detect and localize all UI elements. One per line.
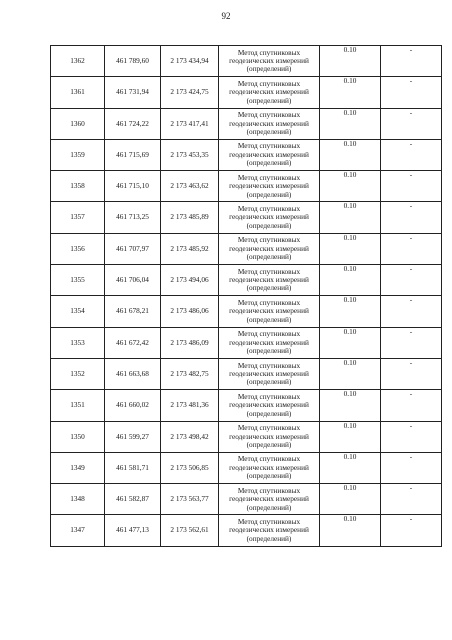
y-coordinate-cell: 2 173 463,62 [161,171,219,202]
y-coordinate-cell: 2 173 424,75 [161,77,219,108]
y-coordinate-cell: 2 173 453,35 [161,139,219,170]
precision-cell: 0.10 [320,421,381,452]
table-row [51,233,442,264]
y-coordinate-cell: 2 173 506,85 [161,452,219,483]
precision-cell: 0.10 [320,77,381,108]
description-cell: - [381,358,442,389]
table-row [51,171,442,202]
point-number-cell: 1347 [51,515,105,546]
method-cell: Метод спутниковых геодезических измерений (определений) [219,421,320,452]
y-coordinate-cell: 2 173 498,42 [161,421,219,452]
x-coordinate-cell: 461 713,25 [105,202,161,233]
point-number-cell: 1351 [51,390,105,421]
precision-cell: 0.10 [320,46,381,77]
description-cell: - [381,233,442,264]
point-number-cell: 1360 [51,108,105,139]
x-coordinate-cell: 461 678,21 [105,296,161,327]
table-row [51,327,442,358]
method-cell: Метод спутниковых геодезических измерений (определений) [219,139,320,170]
precision-cell: 0.10 [320,108,381,139]
table-row [51,139,442,170]
method-cell: Метод спутниковых геодезических измерений (определений) [219,484,320,515]
y-coordinate-cell: 2 173 485,89 [161,202,219,233]
table-row [51,515,442,546]
precision-cell: 0.10 [320,515,381,546]
y-coordinate-cell: 2 173 417,41 [161,108,219,139]
point-number-cell: 1350 [51,421,105,452]
description-cell: - [381,77,442,108]
precision-cell: 0.10 [320,452,381,483]
y-coordinate-cell: 2 173 562,61 [161,515,219,546]
point-number-cell: 1349 [51,452,105,483]
x-coordinate-cell: 461 663,68 [105,358,161,389]
x-coordinate-cell: 461 599,27 [105,421,161,452]
x-coordinate-cell: 461 660,02 [105,390,161,421]
point-number-cell: 1361 [51,77,105,108]
y-coordinate-cell: 2 173 485,92 [161,233,219,264]
precision-cell: 0.10 [320,390,381,421]
method-cell: Метод спутниковых геодезических измерений (определений) [219,202,320,233]
point-number-cell: 1353 [51,327,105,358]
point-number-cell: 1355 [51,265,105,296]
x-coordinate-cell: 461 581,71 [105,452,161,483]
x-coordinate-cell: 461 715,10 [105,171,161,202]
precision-cell: 0.10 [320,358,381,389]
table-row [51,421,442,452]
table-row [51,77,442,108]
point-number-cell: 1348 [51,484,105,515]
description-cell: - [381,327,442,358]
x-coordinate-cell: 461 707,97 [105,233,161,264]
table-row [51,296,442,327]
method-cell: Метод спутниковых геодезических измерений (определений) [219,46,320,77]
table-row [51,390,442,421]
table-row [51,202,442,233]
precision-cell: 0.10 [320,202,381,233]
table-row [51,108,442,139]
precision-cell: 0.10 [320,327,381,358]
x-coordinate-cell: 461 731,94 [105,77,161,108]
table-row [51,265,442,296]
precision-cell: 0.10 [320,484,381,515]
method-cell: Метод спутниковых геодезических измерений (определений) [219,77,320,108]
description-cell: - [381,265,442,296]
coordinates-table-body [51,46,442,547]
table-row [51,452,442,483]
description-cell: - [381,484,442,515]
x-coordinate-cell: 461 672,42 [105,327,161,358]
x-coordinate-cell: 461 724,22 [105,108,161,139]
point-number-cell: 1357 [51,202,105,233]
method-cell: Метод спутниковых геодезических измерений (определений) [219,358,320,389]
table-row [51,358,442,389]
description-cell: - [381,421,442,452]
point-number-cell: 1359 [51,139,105,170]
x-coordinate-cell: 461 477,13 [105,515,161,546]
point-number-cell: 1356 [51,233,105,264]
point-number-cell: 1358 [51,171,105,202]
x-coordinate-cell: 461 789,60 [105,46,161,77]
method-cell: Метод спутниковых геодезических измерений (определений) [219,233,320,264]
page-number: 92 [221,11,231,21]
y-coordinate-cell: 2 173 481,36 [161,390,219,421]
point-number-cell: 1362 [51,46,105,77]
coordinates-table [50,45,442,547]
x-coordinate-cell: 461 582,87 [105,484,161,515]
y-coordinate-cell: 2 173 494,06 [161,265,219,296]
method-cell: Метод спутниковых геодезических измерений (определений) [219,108,320,139]
description-cell: - [381,46,442,77]
table-row [51,46,442,77]
precision-cell: 0.10 [320,296,381,327]
y-coordinate-cell: 2 173 486,09 [161,327,219,358]
y-coordinate-cell: 2 173 563,77 [161,484,219,515]
precision-cell: 0.10 [320,139,381,170]
description-cell: - [381,296,442,327]
description-cell: - [381,108,442,139]
method-cell: Метод спутниковых геодезических измерений (определений) [219,327,320,358]
method-cell: Метод спутниковых геодезических измерений (определений) [219,265,320,296]
point-number-cell: 1352 [51,358,105,389]
x-coordinate-cell: 461 715,69 [105,139,161,170]
precision-cell: 0.10 [320,171,381,202]
table-row [51,484,442,515]
method-cell: Метод спутниковых геодезических измерений (определений) [219,296,320,327]
method-cell: Метод спутниковых геодезических измерений (определений) [219,390,320,421]
description-cell: - [381,202,442,233]
description-cell: - [381,390,442,421]
precision-cell: 0.10 [320,233,381,264]
method-cell: Метод спутниковых геодезических измерений (определений) [219,171,320,202]
x-coordinate-cell: 461 706,04 [105,265,161,296]
y-coordinate-cell: 2 173 434,94 [161,46,219,77]
method-cell: Метод спутниковых геодезических измерений (определений) [219,515,320,546]
description-cell: - [381,452,442,483]
precision-cell: 0.10 [320,265,381,296]
description-cell: - [381,515,442,546]
point-number-cell: 1354 [51,296,105,327]
y-coordinate-cell: 2 173 482,75 [161,358,219,389]
y-coordinate-cell: 2 173 486,06 [161,296,219,327]
method-cell: Метод спутниковых геодезических измерений (определений) [219,452,320,483]
description-cell: - [381,139,442,170]
description-cell: - [381,171,442,202]
